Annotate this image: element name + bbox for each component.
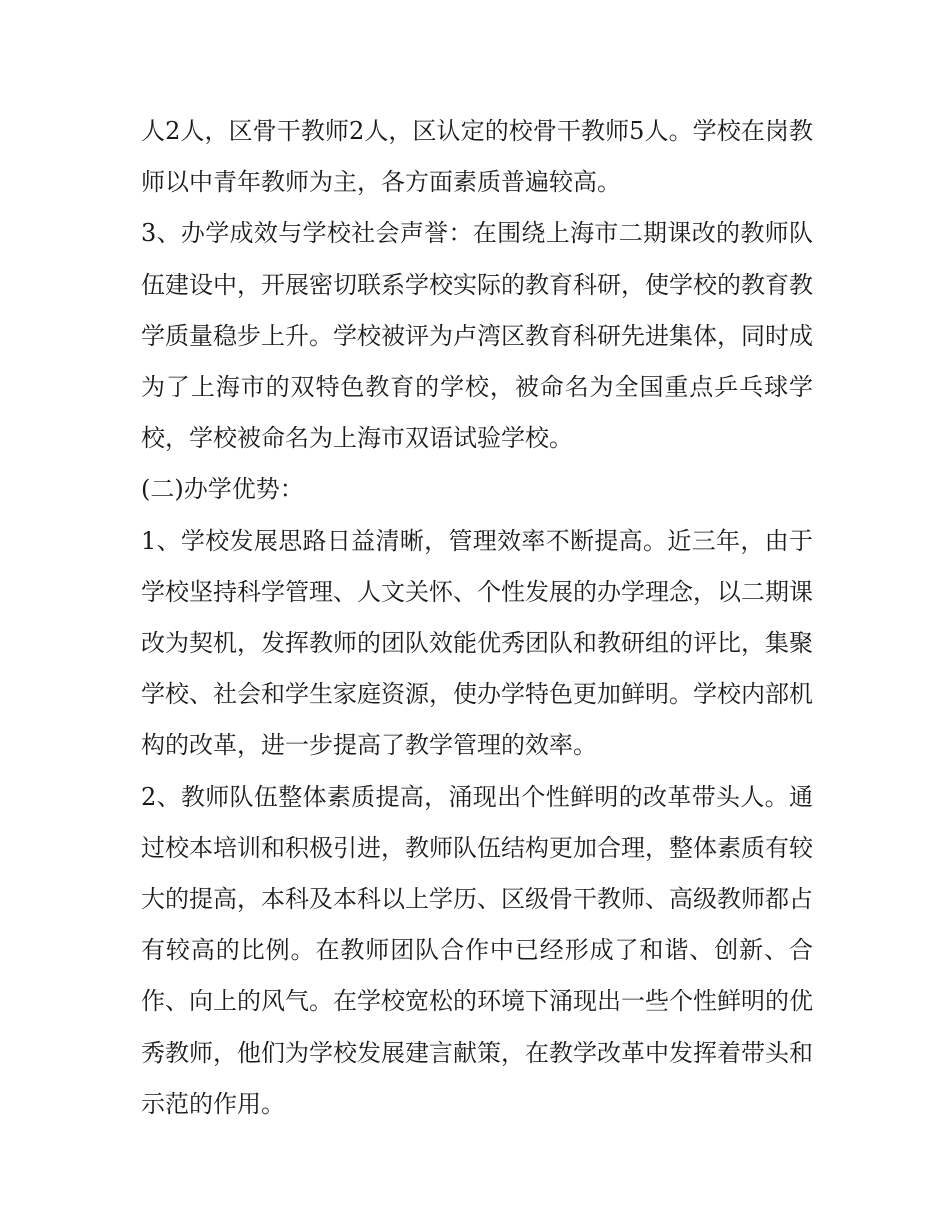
paragraph-management: 1、学校发展思路日益清晰，管理效率不断提高。近三年，由于学校坚持科学管理、人文关怀、个性发展的办学理念，以二期课改为契机，发挥教师的团队效能优秀团队和教研组的评比，集聚学校、社会和学生家庭资源，使办学特色更加鲜明。学校内部机构的改革，进一步提高了教学管理的效率。 bbox=[141, 526, 813, 760]
paragraph-school-results: 3、办学成效与学校社会声誉：在围绕上海市二期课改的教师队伍建设中，开展密切联系学校实际的教育科研，使学校的教育教学质量稳步上升。学校被评为卢湾区教育科研先进集体，同时成为了上海市的双特色教育的学校，被命名为全国重点乒乓球学校，学校被命名为上海市双语试验学校。 bbox=[141, 219, 813, 453]
document-body bbox=[141, 106, 813, 1130]
section-heading-advantages: (二)办学优势： bbox=[141, 475, 304, 504]
paragraph-teacher-quality: 2、教师队伍整体素质提高，涌现出个性鲜明的改革带头人。通过校本培训和积极引进，教师队伍结构更加合理，整体素质有较大的提高，本科及本科以上学历、区级骨干教师、高级教师都占有较高的比例。在教师团队合作中已经形成了和谐、创新、合作、向上的风气。在学校宽松的环境下涌现出一些个性鲜明的优秀教师，他们为学校发展建言献策，在教学改革中发挥着带头和示范的作用。 bbox=[141, 782, 813, 1118]
paragraph-teacher-stats: 人2人，区骨干教师2人，区认定的校骨干教师5人。学校在岗教师以中青年教师为主，各方面素质普遍较高。 bbox=[141, 117, 813, 197]
